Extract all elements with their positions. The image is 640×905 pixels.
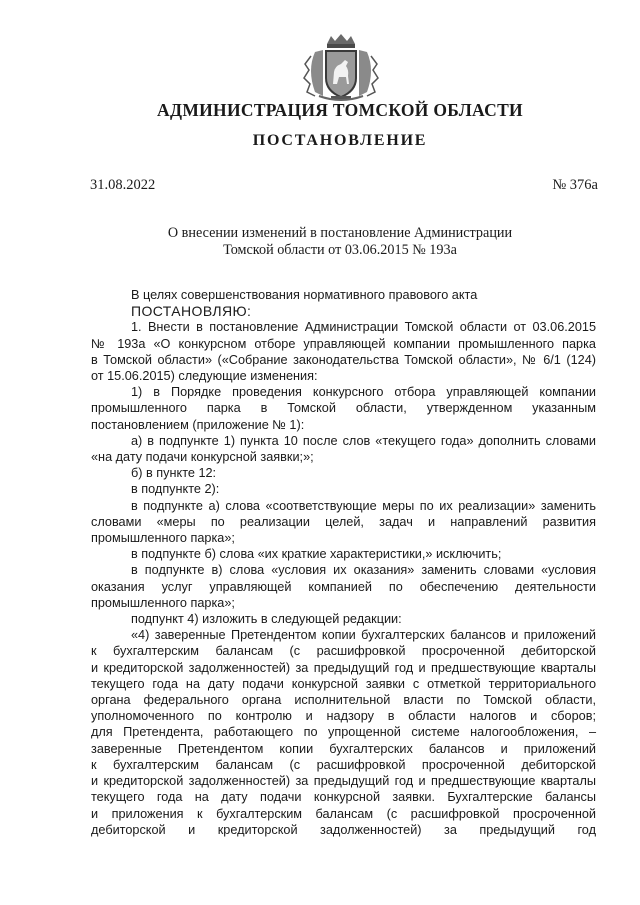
body-line: заверенные Претендентом копии бухгалтерских балансов и приложений — [91, 741, 596, 756]
body-line: и кредиторской задолженностей) за предыдущий год и предшествующие кварталы — [91, 660, 596, 675]
body-line: в подпункте 2): — [131, 482, 220, 497]
body-line: постановлением (приложение № 1): — [91, 417, 305, 432]
body-line: подпункт 4) изложить в следующей редакции: — [131, 612, 402, 627]
document-date: 31.08.2022 — [90, 177, 156, 193]
document-number: № 376а — [552, 177, 598, 193]
document-title — [0, 225, 640, 259]
body-line: в Томской области» («Собрание законодательства Томской области», № 6/1 (124) — [91, 352, 596, 367]
body-line: в подпункте б) слова «их краткие характеристики,» исключить; — [131, 547, 502, 562]
body-line: «на дату подачи конкурсной заявки;»; — [91, 450, 314, 465]
body-line: уполномоченного по контролю и надзору в области налогов и сборов; — [91, 709, 596, 724]
title-line: Томской области от 03.06.2015 № 193а — [223, 242, 457, 258]
body-line: оказания услуг управляющей компанией по обеспечению деятельности — [91, 579, 596, 594]
body-line: «4) заверенные Претендентом копии бухгалтерских балансов и приложений — [131, 628, 596, 643]
body-line: и приложения к бухгалтерским балансам (с расшифровкой просроченной — [91, 806, 596, 821]
body-line: б) в пункте 12: — [131, 466, 217, 481]
body-line: текущего года на дату подачи конкурсной заявки. Бухгалтерские балансы — [91, 790, 596, 805]
body-line: словами «меры по реализации целей, задач и направлений развития — [91, 514, 596, 529]
body-line: от 15.06.2015) следующие изменения: — [91, 369, 318, 384]
body-line: а) в подпункте 1) пункта 10 после слов «текущего года» дополнить словами — [131, 433, 596, 448]
tomsk-region-coat-of-arms-icon — [301, 34, 381, 102]
body-line: В целях совершенствования нормативного правового акта — [131, 288, 478, 302]
body-line: для Претендента, работающего по упрощенной системе налогообложения, – — [91, 725, 596, 740]
organization-name: АДМИНИСТРАЦИЯ ТОМСКОЙ ОБЛАСТИ — [157, 100, 523, 120]
document-body — [91, 287, 596, 838]
body-line: промышленного парка в Томской области, утвержденном указанным — [91, 401, 596, 416]
body-line: 1. Внести в постановление Администрации Томской области от 03.06.2015 — [131, 320, 596, 335]
body-line: дебиторской и кредиторской задолженностей) за предыдущий год — [91, 822, 596, 837]
body-line: текущего года на дату подачи конкурсной заявки с отметкой территориального — [91, 676, 596, 691]
body-line: № 193а «О конкурсном отборе управляющей компании промышленного парка — [91, 336, 596, 351]
body-line: к бухгалтерским балансам (с расшифровкой просроченной дебиторской — [91, 757, 596, 772]
body-line: в подпункте а) слова «соответствующие меры по их реализации» заменить — [131, 498, 596, 513]
title-line: О внесении изменений в постановление Администрации — [167, 225, 513, 241]
body-line: промышленного парка»; — [91, 595, 235, 610]
body-line: к бухгалтерским балансам (с расшифровкой просроченной дебиторской — [91, 644, 596, 659]
body-line: органа федерального органа исполнительной власти по Томской области, — [91, 693, 596, 708]
document-type: ПОСТАНОВЛЕНИЕ — [252, 132, 428, 149]
decision-keyword: ПОСТАНОВЛЯЮ: — [131, 303, 252, 320]
body-line: в подпункте в) слова «условия их оказания» заменить словами «условия — [131, 563, 596, 578]
body-line: 1) в Порядке проведения конкурсного отбора управляющей компании — [131, 385, 596, 400]
body-line: промышленного парка»; — [91, 531, 235, 546]
body-line: и кредиторской задолженностей) за предыдущий год и предшествующие кварталы — [91, 774, 596, 789]
